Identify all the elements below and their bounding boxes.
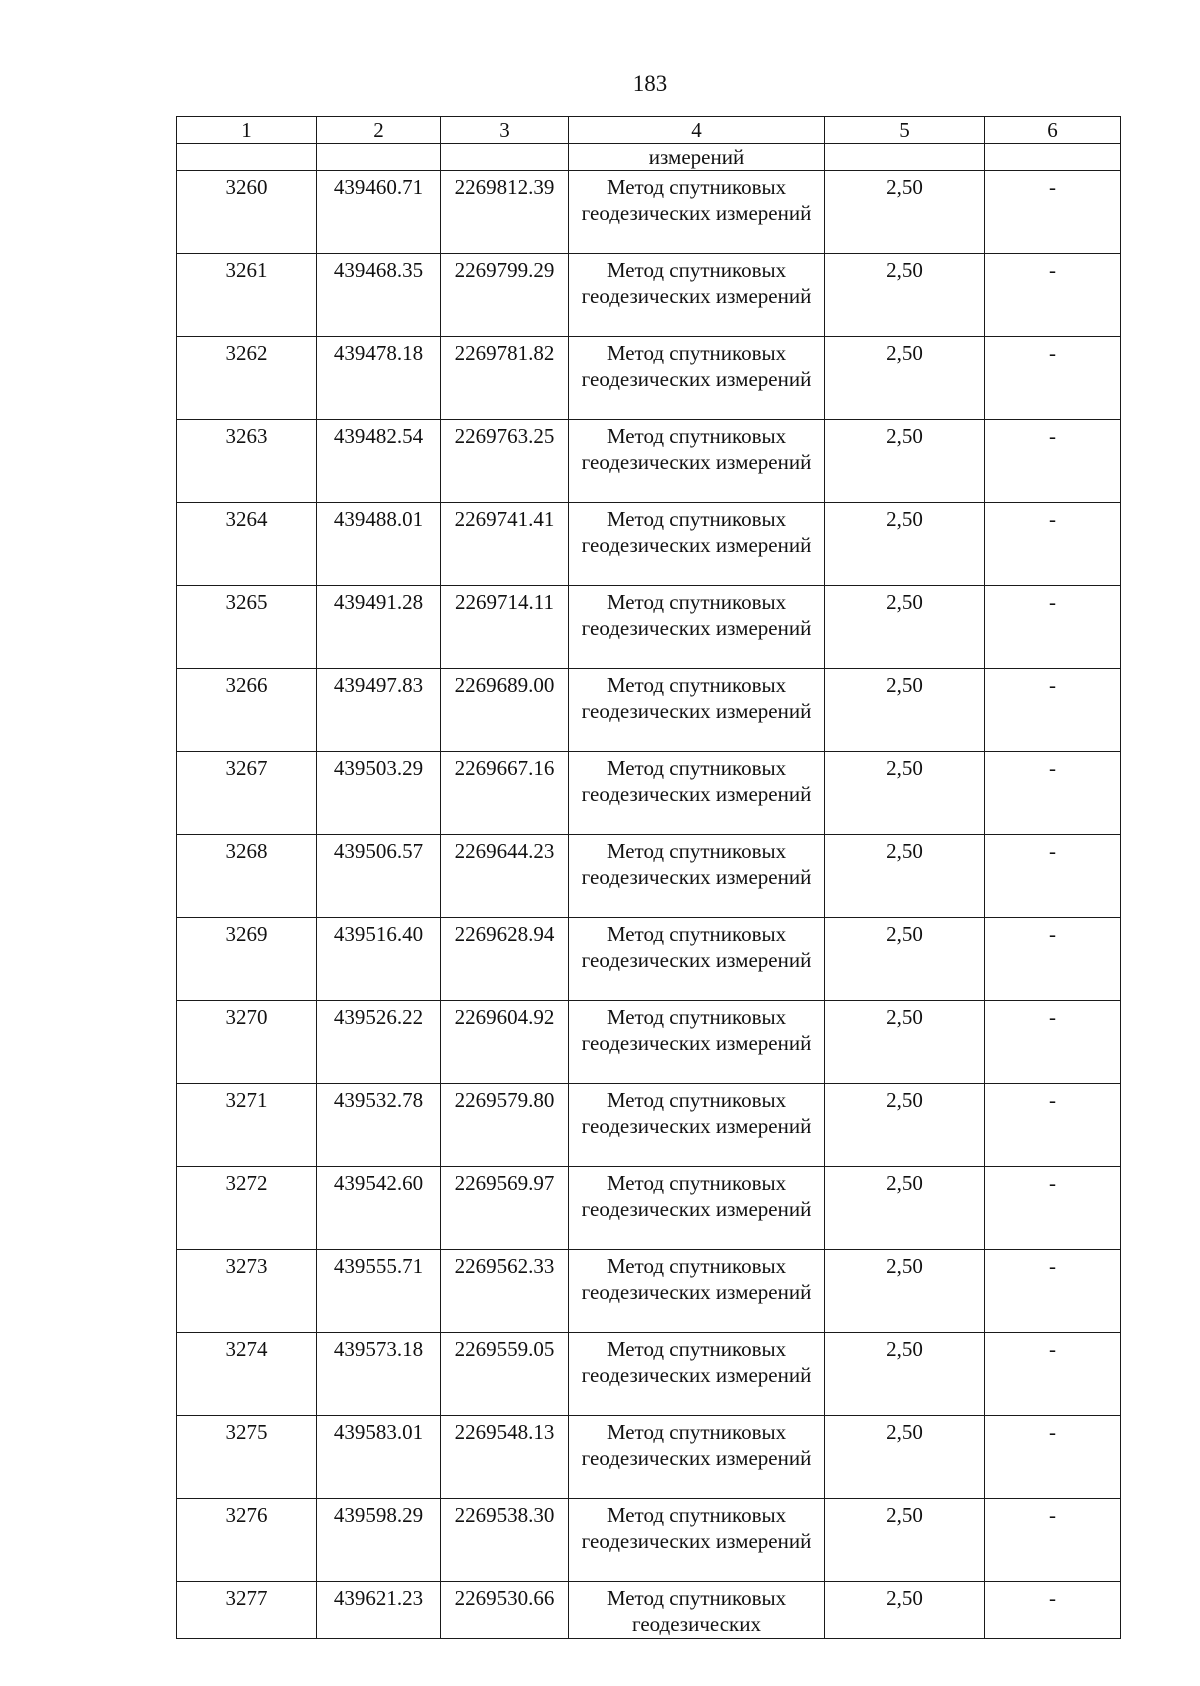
y-coordinate-cell: 2269799.29 <box>441 254 569 337</box>
table-row <box>177 1167 1121 1250</box>
point-number-cell: 3272 <box>177 1167 317 1250</box>
accuracy-cell: 2,50 <box>825 1582 985 1639</box>
method-cell: Метод спутниковых геодезических измерений <box>569 918 825 1001</box>
note-cell: - <box>985 1416 1121 1499</box>
accuracy-cell: 2,50 <box>825 1001 985 1084</box>
point-number-cell: 3271 <box>177 1084 317 1167</box>
note-cell: - <box>985 171 1121 254</box>
column-header-6: 6 <box>985 117 1121 144</box>
y-coordinate-cell: 2269562.33 <box>441 1250 569 1333</box>
note-cell: - <box>985 1333 1121 1416</box>
accuracy-cell: 2,50 <box>825 337 985 420</box>
table-row <box>177 835 1121 918</box>
note-cell: - <box>985 835 1121 918</box>
point-number-cell: 3266 <box>177 669 317 752</box>
x-coordinate-cell: 439516.40 <box>317 918 441 1001</box>
method-cell: Метод спутниковых геодезических измерений <box>569 1499 825 1582</box>
note-cell: - <box>985 420 1121 503</box>
table-row <box>177 337 1121 420</box>
table-row <box>177 752 1121 835</box>
method-cell: Метод спутниковых геодезических измерений <box>569 835 825 918</box>
accuracy-cell: 2,50 <box>825 586 985 669</box>
note-cell: - <box>985 1001 1121 1084</box>
accuracy-cell: 2,50 <box>825 171 985 254</box>
y-coordinate-cell: 2269644.23 <box>441 835 569 918</box>
note-cell: - <box>985 1250 1121 1333</box>
x-coordinate-cell: 439598.29 <box>317 1499 441 1582</box>
table-row <box>177 254 1121 337</box>
accuracy-cell: 2,50 <box>825 918 985 1001</box>
y-coordinate-cell: 2269569.97 <box>441 1167 569 1250</box>
column-header-3: 3 <box>441 117 569 144</box>
accuracy-cell: 2,50 <box>825 1416 985 1499</box>
column-header-2: 2 <box>317 117 441 144</box>
point-number-cell: 3275 <box>177 1416 317 1499</box>
accuracy-cell: 2,50 <box>825 1333 985 1416</box>
point-number-cell: 3270 <box>177 1001 317 1084</box>
y-coordinate-cell: 2269530.66 <box>441 1582 569 1639</box>
method-cell: Метод спутниковых геодезических измерений <box>569 752 825 835</box>
continuation-cell-1 <box>177 144 317 171</box>
method-cell: Метод спутниковых геодезических измерений <box>569 254 825 337</box>
accuracy-cell: 2,50 <box>825 835 985 918</box>
method-cell: Метод спутниковых геодезических измерений <box>569 1167 825 1250</box>
point-number-cell: 3267 <box>177 752 317 835</box>
accuracy-cell: 2,50 <box>825 752 985 835</box>
table-row <box>177 171 1121 254</box>
method-cell: Метод спутниковых геодезических измерений <box>569 337 825 420</box>
x-coordinate-cell: 439532.78 <box>317 1084 441 1167</box>
note-cell: - <box>985 503 1121 586</box>
method-cell: Метод спутниковых геодезических измерений <box>569 420 825 503</box>
table-row <box>177 1582 1121 1639</box>
table-row <box>177 1250 1121 1333</box>
point-number-cell: 3265 <box>177 586 317 669</box>
continuation-cell-5 <box>825 144 985 171</box>
y-coordinate-cell: 2269559.05 <box>441 1333 569 1416</box>
y-coordinate-cell: 2269741.41 <box>441 503 569 586</box>
note-cell: - <box>985 586 1121 669</box>
x-coordinate-cell: 439460.71 <box>317 171 441 254</box>
y-coordinate-cell: 2269781.82 <box>441 337 569 420</box>
method-cell: Метод спутниковых геодезических измерений <box>569 1416 825 1499</box>
accuracy-cell: 2,50 <box>825 1499 985 1582</box>
y-coordinate-cell: 2269579.80 <box>441 1084 569 1167</box>
method-cell: Метод спутниковых геодезических <box>569 1582 825 1639</box>
continuation-cell-2 <box>317 144 441 171</box>
method-cell: Метод спутниковых геодезических измерений <box>569 503 825 586</box>
x-coordinate-cell: 439542.60 <box>317 1167 441 1250</box>
y-coordinate-cell: 2269548.13 <box>441 1416 569 1499</box>
continuation-cell-6 <box>985 144 1121 171</box>
y-coordinate-cell: 2269667.16 <box>441 752 569 835</box>
x-coordinate-cell: 439526.22 <box>317 1001 441 1084</box>
table-row <box>177 1084 1121 1167</box>
point-number-cell: 3262 <box>177 337 317 420</box>
point-number-cell: 3263 <box>177 420 317 503</box>
table-row <box>177 1499 1121 1582</box>
table-row <box>177 669 1121 752</box>
table-row <box>177 918 1121 1001</box>
point-number-cell: 3274 <box>177 1333 317 1416</box>
y-coordinate-cell: 2269538.30 <box>441 1499 569 1582</box>
x-coordinate-cell: 439621.23 <box>317 1582 441 1639</box>
accuracy-cell: 2,50 <box>825 669 985 752</box>
column-header-5: 5 <box>825 117 985 144</box>
continuation-cell-3 <box>441 144 569 171</box>
header-row <box>177 117 1121 144</box>
continuation-method-cell: измерений <box>569 144 825 171</box>
accuracy-cell: 2,50 <box>825 254 985 337</box>
continuation-row <box>177 144 1121 171</box>
y-coordinate-cell: 2269812.39 <box>441 171 569 254</box>
method-cell: Метод спутниковых геодезических измерений <box>569 586 825 669</box>
method-cell: Метод спутниковых геодезических измерений <box>569 669 825 752</box>
x-coordinate-cell: 439506.57 <box>317 835 441 918</box>
note-cell: - <box>985 1084 1121 1167</box>
x-coordinate-cell: 439488.01 <box>317 503 441 586</box>
table-row <box>177 503 1121 586</box>
y-coordinate-cell: 2269628.94 <box>441 918 569 1001</box>
note-cell: - <box>985 918 1121 1001</box>
accuracy-cell: 2,50 <box>825 1250 985 1333</box>
point-number-cell: 3277 <box>177 1582 317 1639</box>
x-coordinate-cell: 439491.28 <box>317 586 441 669</box>
table-row <box>177 586 1121 669</box>
note-cell: - <box>985 1582 1121 1639</box>
method-cell: Метод спутниковых геодезических измерений <box>569 1250 825 1333</box>
table-row <box>177 1416 1121 1499</box>
table-row <box>177 1001 1121 1084</box>
point-number-cell: 3260 <box>177 171 317 254</box>
x-coordinate-cell: 439497.83 <box>317 669 441 752</box>
method-cell: Метод спутниковых геодезических измерений <box>569 1084 825 1167</box>
x-coordinate-cell: 439573.18 <box>317 1333 441 1416</box>
method-cell: Метод спутниковых геодезических измерений <box>569 171 825 254</box>
point-number-cell: 3269 <box>177 918 317 1001</box>
point-number-cell: 3273 <box>177 1250 317 1333</box>
table-row <box>177 1333 1121 1416</box>
point-number-cell: 3268 <box>177 835 317 918</box>
accuracy-cell: 2,50 <box>825 420 985 503</box>
method-cell: Метод спутниковых геодезических измерений <box>569 1333 825 1416</box>
x-coordinate-cell: 439555.71 <box>317 1250 441 1333</box>
note-cell: - <box>985 669 1121 752</box>
y-coordinate-cell: 2269714.11 <box>441 586 569 669</box>
note-cell: - <box>985 752 1121 835</box>
x-coordinate-cell: 439468.35 <box>317 254 441 337</box>
page-number: 183 <box>632 71 668 96</box>
point-number-cell: 3276 <box>177 1499 317 1582</box>
note-cell: - <box>985 254 1121 337</box>
column-header-1: 1 <box>177 117 317 144</box>
accuracy-cell: 2,50 <box>825 503 985 586</box>
column-header-4: 4 <box>569 117 825 144</box>
x-coordinate-cell: 439503.29 <box>317 752 441 835</box>
y-coordinate-cell: 2269604.92 <box>441 1001 569 1084</box>
x-coordinate-cell: 439478.18 <box>317 337 441 420</box>
method-cell: Метод спутниковых геодезических измерений <box>569 1001 825 1084</box>
accuracy-cell: 2,50 <box>825 1167 985 1250</box>
y-coordinate-cell: 2269689.00 <box>441 669 569 752</box>
y-coordinate-cell: 2269763.25 <box>441 420 569 503</box>
note-cell: - <box>985 1499 1121 1582</box>
point-number-cell: 3264 <box>177 503 317 586</box>
accuracy-cell: 2,50 <box>825 1084 985 1167</box>
coordinates-table <box>176 116 1121 1639</box>
note-cell: - <box>985 1167 1121 1250</box>
x-coordinate-cell: 439583.01 <box>317 1416 441 1499</box>
note-cell: - <box>985 337 1121 420</box>
x-coordinate-cell: 439482.54 <box>317 420 441 503</box>
table-row <box>177 420 1121 503</box>
point-number-cell: 3261 <box>177 254 317 337</box>
